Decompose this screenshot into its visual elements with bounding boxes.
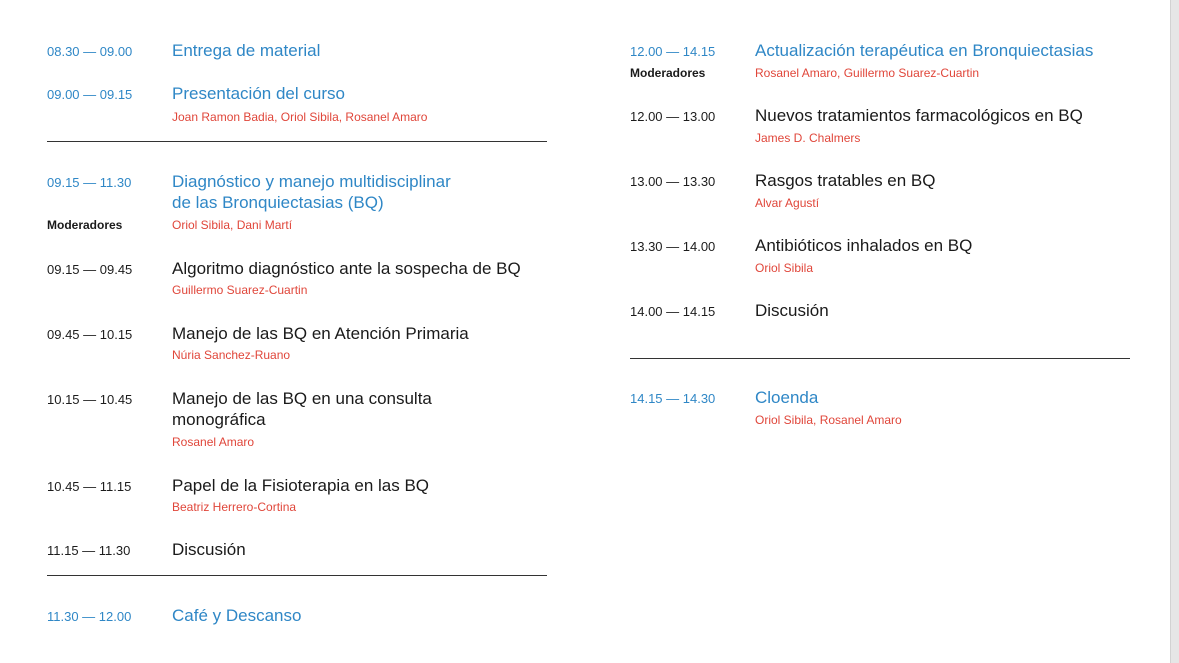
session-time: 11.15 — 11.30 bbox=[47, 543, 131, 558]
session-title: Café y Descanso bbox=[172, 606, 302, 625]
section-divider bbox=[47, 575, 547, 576]
session-speakers: Alvar Agustí bbox=[755, 196, 820, 210]
session-time: 09.15 — 11.30 bbox=[47, 175, 132, 190]
session-title: Presentación del curso bbox=[172, 84, 345, 103]
session-title-line-2: monográfica bbox=[172, 410, 266, 429]
session-title: Discusión bbox=[172, 540, 246, 559]
session-speakers: Beatriz Herrero-Cortina bbox=[172, 500, 297, 514]
session-time: 12.00 — 14.15 bbox=[630, 44, 716, 59]
session-title-line-1: Manejo de las BQ en una consulta bbox=[172, 389, 432, 408]
session-title-line-2: de las Bronquiectasias (BQ) bbox=[172, 193, 384, 212]
session-title: Papel de la Fisioterapia en las BQ bbox=[172, 476, 430, 495]
session-time: 12.00 — 13.00 bbox=[630, 109, 716, 124]
session-speakers: Guillermo Suarez-Cuartin bbox=[172, 283, 308, 297]
moderators-label: Moderadores bbox=[47, 218, 123, 232]
session-title: Algoritmo diagnóstico ante la sospecha de BQ bbox=[172, 259, 521, 278]
session-title: Manejo de las BQ en Atención Primaria bbox=[172, 324, 469, 343]
session-title: Entrega de material bbox=[172, 41, 321, 60]
session-title: Antibióticos inhalados en BQ bbox=[755, 236, 973, 255]
session-title: Nuevos tratamientos farmacológicos en BQ bbox=[755, 106, 1083, 125]
session-title-line-1: Diagnóstico y manejo multidisciplinar bbox=[172, 172, 451, 191]
session-time: 09.45 — 10.15 bbox=[47, 327, 133, 342]
session-time: 10.45 — 11.15 bbox=[47, 479, 132, 494]
session-title: Rasgos tratables en BQ bbox=[755, 171, 936, 190]
session-speakers: Joan Ramon Badia, Oriol Sibila, Rosanel Amaro bbox=[172, 110, 428, 124]
session-speakers: Oriol Sibila bbox=[755, 261, 814, 275]
session-time: 09.15 — 09.45 bbox=[47, 262, 133, 277]
session-time: 11.30 — 12.00 bbox=[47, 609, 132, 624]
session-time: 08.30 — 09.00 bbox=[47, 44, 133, 59]
page-edge bbox=[1170, 0, 1179, 663]
session-time: 09.00 — 09.15 bbox=[47, 87, 133, 102]
session-time: 10.15 — 10.45 bbox=[47, 392, 133, 407]
session-speakers: Núria Sanchez-Ruano bbox=[172, 348, 291, 362]
session-title: Actualización terapéutica en Bronquiectasias bbox=[755, 41, 1094, 60]
session-title: Discusión bbox=[755, 301, 829, 320]
session-title: Cloenda bbox=[755, 388, 819, 407]
session-speakers: James D. Chalmers bbox=[755, 131, 861, 145]
session-speakers: Oriol Sibila, Dani Martí bbox=[172, 218, 293, 232]
session-time: 13.30 — 14.00 bbox=[630, 239, 716, 254]
session-speakers: Rosanel Amaro bbox=[172, 435, 255, 449]
session-time: 14.15 — 14.30 bbox=[630, 391, 716, 406]
moderators-label: Moderadores bbox=[630, 66, 706, 80]
session-time: 14.00 — 14.15 bbox=[630, 304, 716, 319]
session-time: 13.00 — 13.30 bbox=[630, 174, 716, 189]
session-speakers: Rosanel Amaro, Guillermo Suarez-Cuartin bbox=[755, 66, 980, 80]
section-divider bbox=[47, 141, 547, 142]
session-speakers: Oriol Sibila, Rosanel Amaro bbox=[755, 413, 902, 427]
section-divider bbox=[630, 358, 1130, 359]
